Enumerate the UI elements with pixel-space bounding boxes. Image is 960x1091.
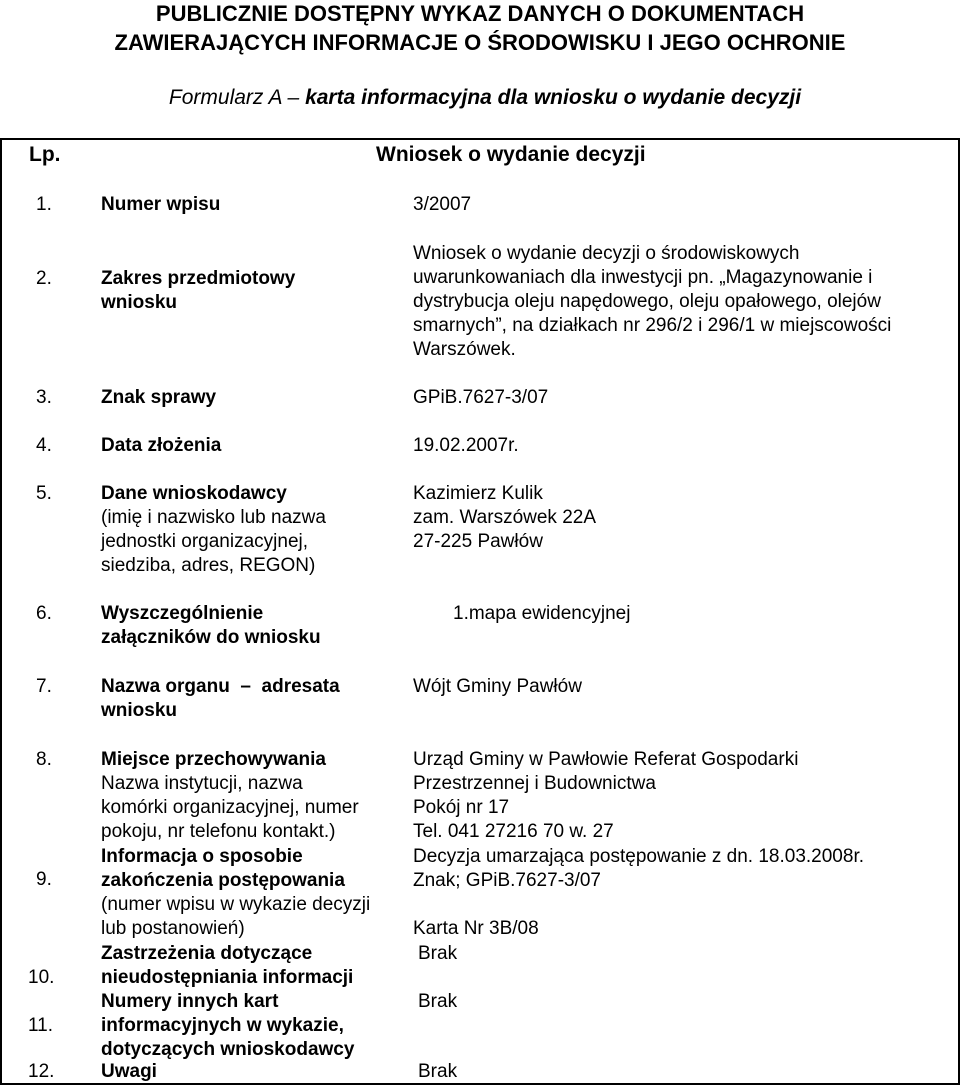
row-number: 3. (36, 387, 52, 408)
row-value: Decyzja umarzająca postępowanie z dn. 18.03.2008r. (413, 846, 864, 867)
row-label-dash: – (240, 676, 251, 697)
row-value: dystrybucja oleju napędowego, oleju opałowego, olejów (413, 291, 881, 312)
row-number: 8. (36, 749, 52, 770)
row-value: zam. Warszówek 22A (413, 507, 597, 528)
row-number: 1. (36, 194, 52, 215)
row-label: lub postanowień) (101, 918, 245, 939)
table-left-border (0, 138, 2, 1085)
row-number: 6. (36, 603, 52, 624)
row-label: jednostki organizacyjnej, (101, 531, 309, 552)
row-label: (imię i nazwisko lub nazwa (101, 507, 326, 528)
row-value: 3/2007 (413, 194, 472, 215)
row-label: Wyszczególnienie (101, 603, 264, 624)
subtitle-main: karta informacyjna dla wniosku o wydanie decyzji (305, 86, 802, 109)
row-value: Kazimierz Kulik (413, 483, 543, 504)
row-value: Wójt Gminy Pawłów (413, 676, 582, 697)
row-label: Zakres przedmiotowy (101, 268, 296, 289)
row-label: Nazwa instytucji, nazwa (101, 773, 303, 794)
row-value: Przestrzennej i Budownictwa (413, 773, 656, 794)
row-label: pokoju, nr telefonu kontakt.) (101, 821, 336, 842)
row-label: Miejsce przechowywania (101, 749, 326, 770)
row-label: zakończenia postępowania (101, 870, 345, 891)
row-value: Warszówek. (413, 339, 516, 360)
table-top-border (0, 138, 960, 140)
row-label: wniosku (101, 700, 178, 721)
row-value: Brak (418, 1061, 458, 1082)
row-number: 12. (28, 1061, 55, 1082)
row-label (101, 675, 340, 699)
row-label: załączników do wniosku (101, 627, 321, 648)
row-label: Data złożenia (101, 435, 222, 456)
row-number: 11. (28, 1015, 54, 1036)
row-label: Znak sprawy (101, 387, 217, 408)
row-number: 7. (36, 676, 52, 697)
row-label: komórki organizacyjnej, numer (101, 797, 359, 818)
row-label: siedziba, adres, REGON) (101, 555, 316, 576)
row-label: Zastrzeżenia dotyczące (101, 943, 313, 964)
row-label: nieudostępniania informacji (101, 967, 354, 988)
row-number: 10. (28, 967, 55, 988)
row-label: informacyjnych w wykazie, (101, 1015, 344, 1036)
row-value: Urząd Gminy w Pawłowie Referat Gospodarki (413, 749, 799, 770)
row-value: Wniosek o wydanie decyzji o środowiskowych (413, 243, 800, 264)
row-label: Dane wnioskodawcy (101, 483, 287, 504)
row-label-part: Nazwa organu (101, 676, 230, 697)
row-number: 2. (36, 268, 52, 289)
row-value: Tel. 041 27216 70 w. 27 (413, 821, 614, 842)
row-value: Znak; GPiB.7627-3/07 (413, 870, 601, 891)
row-value: 1.mapa ewidencyjnej (453, 603, 631, 624)
row-value: 19.02.2007r. (413, 435, 519, 456)
document-title-line1: PUBLICZNIE DOSTĘPNY WYKAZ DANYCH O DOKUMENTACH (155, 1, 805, 26)
row-label: (numer wpisu w wykazie decyzji (101, 894, 371, 915)
row-value: Brak (418, 943, 458, 964)
row-value: uwarunkowaniach dla inwestycji pn. „Magazynowanie i (413, 267, 873, 288)
row-label: dotyczących wnioskodawcy (101, 1039, 355, 1060)
row-label: Numery innych kart (101, 991, 279, 1012)
row-number: 9. (36, 869, 52, 890)
row-label: Uwagi (101, 1061, 157, 1082)
row-number: 4. (36, 435, 52, 456)
row-value: Karta Nr 3B/08 (413, 918, 539, 939)
subtitle-prefix: Formularz A (168, 86, 282, 109)
row-value: Pokój nr 17 (413, 797, 510, 818)
row-value: 27-225 Pawłów (413, 531, 543, 552)
subtitle-dash: – (287, 86, 300, 109)
row-label-part: adresata (261, 676, 340, 697)
document-title-line2: ZAWIERAJĄCYCH INFORMACJE O ŚRODOWISKU I JEGO OCHRONIE (114, 30, 846, 55)
table-heading: Wniosek o wydanie decyzji (376, 143, 646, 166)
column-header-lp: Lp. (29, 143, 61, 166)
row-value: Brak (418, 991, 458, 1012)
form-subtitle (0, 86, 960, 110)
row-label: Informacja o sposobie (101, 846, 303, 867)
row-label: wniosku (101, 292, 178, 313)
row-value: GPiB.7627-3/07 (413, 387, 549, 408)
row-label: Numer wpisu (101, 194, 221, 215)
row-value: smarnych”, na działkach nr 296/2 i 296/1 w miejscowości (413, 315, 892, 336)
row-number: 5. (36, 483, 52, 504)
